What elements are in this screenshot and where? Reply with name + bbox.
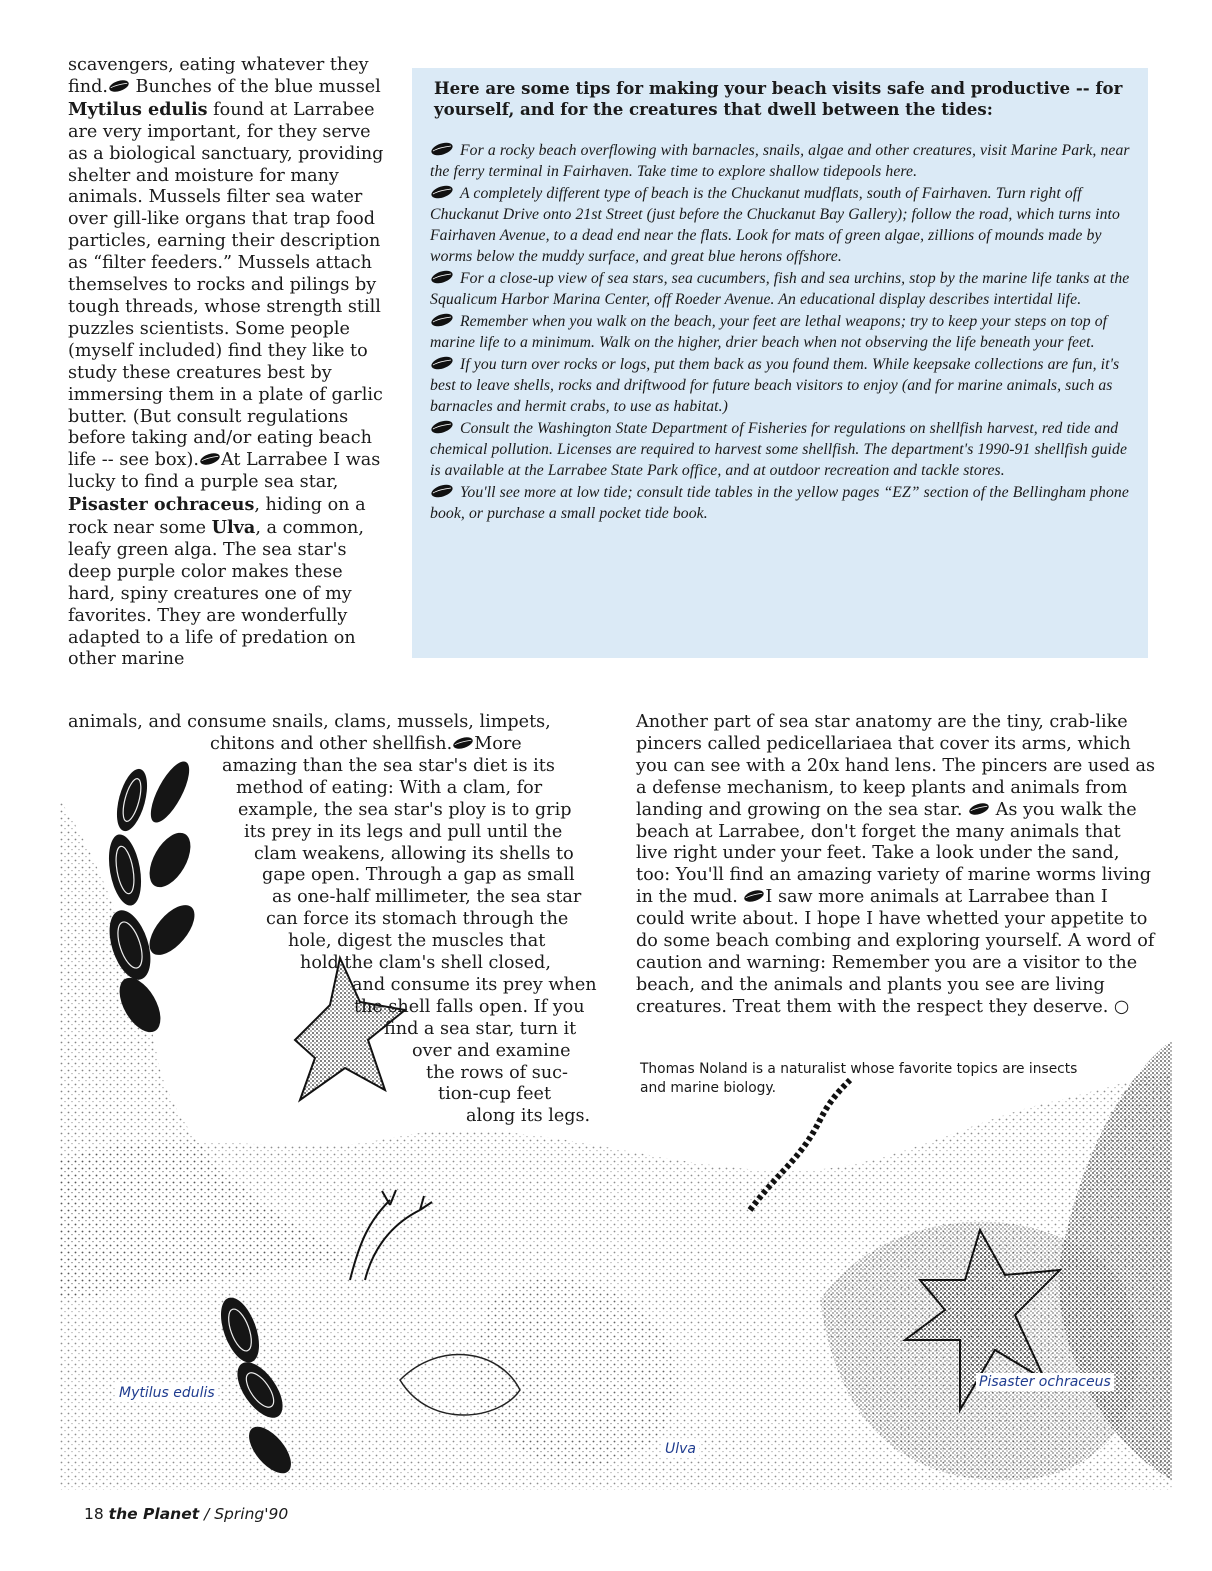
body-text: As you walk the beach at Larrabee, don't forget the many animals that live right under your feet. Take a look under the sand, too: You'll find an amazing variety of marine worms living in the mud. bbox=[636, 799, 1152, 908]
wrapped-line: find a sea star, turn it bbox=[384, 1018, 577, 1039]
tip-item: For a close-up view of sea stars, sea cucumbers, fish and sea urchins, stop by the marine life tanks at the Squalicum Harbor Marina Center, off Roeder Avenue. An educational display describes intertidal life. bbox=[430, 270, 1130, 308]
wrapped-line: hold the clam's shell closed, bbox=[300, 953, 551, 973]
species-name: Pisaster ochraceus bbox=[68, 494, 255, 516]
wrapped-line: along its legs. bbox=[466, 1106, 591, 1127]
caption-ulva: Ulva bbox=[662, 1440, 699, 1458]
species-name: Mytilus edulis bbox=[68, 98, 208, 120]
wrapped-line: hole, digest the muscles that bbox=[288, 931, 546, 952]
wrapped-line: chitons and other shellfish. More bbox=[210, 734, 522, 754]
mussel-separator-icon bbox=[968, 801, 990, 815]
wrapped-line: as one-half millimeter, the sea star bbox=[272, 887, 582, 908]
body-text: found at Larrabee are very important, for they serve as a biological sanctuary, providing shelter and moisture for many animals. Mussels filter sea water over gill-like organs that trap food particles, earning their description as “filter feeders.” Mussels attach themselves to rocks and pilings by tough threads, whose strength still puzzles scientists. Some people (myself included) find they like to study these creatures best by immersing them in a plate of garlic butter. (But consult regulations before taking and/or eating beach life -- see box). bbox=[68, 99, 384, 471]
mussel-icon bbox=[430, 312, 454, 326]
mussel-icon bbox=[430, 269, 454, 283]
mussel-separator-icon bbox=[199, 451, 221, 465]
tip-item: Consult the Washington State Department of Fisheries for regulations on shellfish harvest, red tide and chemical pollution. Licenses are required to harvest some shellfish. The department's 1990-91 shellfish guide is available at the Larrabee State Park office, and at outdoor recreation and tackle stores. bbox=[430, 420, 1128, 479]
wrapped-line: clam weakens, allowing its shells to bbox=[254, 843, 574, 864]
author-bio: Thomas Noland is a naturalist whose favorite topics are insects and marine biology. bbox=[640, 1061, 1078, 1096]
wrapped-line: gape open. Through a gap as small bbox=[262, 865, 575, 886]
body-text: , hiding on a rock near some bbox=[68, 495, 366, 539]
tip-item: For a rocky beach overflowing with barnacles, snails, algae and other creatures, visit Marine Park, near the ferry terminal in Fairhaven. Take time to explore shallow tidepools here. bbox=[430, 142, 1130, 180]
wrapped-line: tion-cup feet bbox=[438, 1084, 552, 1105]
tip-item: A completely different type of beach is the Chuckanut mudflats, south of Fairhaven. Turn right off Chuckanut Drive onto 21st Street (just before the Chuckanut Bay Gallery); follow the road, which turns into Fairhaven Avenue, to a dead end near the flats. Look for mats of green algae, zillions of mounds made by worms below the muddy surface, and great blue herons offshore. bbox=[430, 185, 1120, 265]
body-text: Another part of sea star anatomy are the tiny, crab-like pincers called pedicellariaea that cover its arms, which you can see with a 20x hand lens. The pincers are used as a defense mechanism, to keep plants and animals from landing and growing on the sea star. bbox=[636, 712, 1156, 820]
body-text: scavengers, eating whatever they find. bbox=[68, 55, 369, 97]
caption-pisaster: Pisaster ochraceus bbox=[976, 1373, 1114, 1391]
page-number: 18 bbox=[84, 1505, 104, 1523]
tips-list bbox=[430, 140, 1132, 524]
tip-item: Remember when you walk on the beach, your feet are lethal weapons; try to keep your steps on top of marine life to a minimum. Walk on the higher, drier beach when not observing the life beneath your feet. bbox=[430, 313, 1108, 351]
species-name: Ulva bbox=[211, 517, 256, 539]
wrapped-line: the shell falls open. If you bbox=[354, 996, 585, 1017]
article-column-left bbox=[68, 55, 390, 671]
caption-mytilus: Mytilus edulis bbox=[116, 1384, 218, 1402]
tip-item: You'll see more at low tide; consult tide tables in the yellow pages “EZ” section of the Bellingham phone book, or purchase a small pocket tide book. bbox=[430, 484, 1129, 522]
body-text: At Larrabee I was lucky to find a purple sea star, bbox=[68, 450, 381, 493]
tip-item: If you turn over rocks or logs, put them back as you found them. While keepsake collections are fun, it's best to leave shells, rocks and driftwood for future beach visitors to enjoy (and for marine animals, such as barnacles and hermit crabs, to use as habitat.) bbox=[430, 356, 1120, 415]
mussel-icon bbox=[430, 184, 454, 198]
issue-label: / Spring'90 bbox=[204, 1505, 289, 1523]
wrapped-line: and consume its prey when bbox=[352, 974, 597, 995]
mussel-icon bbox=[430, 483, 454, 497]
mussel-icon bbox=[430, 355, 454, 369]
wrapped-line: over and examine bbox=[412, 1040, 571, 1061]
wrapped-line: amazing than the sea star's diet is its bbox=[222, 755, 555, 776]
tips-box bbox=[412, 68, 1148, 658]
mussel-separator-icon bbox=[108, 78, 130, 92]
wrapped-line: method of eating: With a clam, for bbox=[236, 777, 543, 798]
magazine-name: the Planet bbox=[108, 1505, 200, 1523]
wrapped-line: example, the sea star's ploy is to grip bbox=[238, 799, 572, 820]
tips-intro: Here are some tips for making your beach visits safe and productive -- for yourself, and for the creatures that dwell between the tides: bbox=[434, 78, 1123, 119]
article-column-right bbox=[636, 712, 1156, 1019]
body-text: , a common, leafy green alga. The sea star's deep purple color makes these hard, spiny creatures one of my favorites. They are wonderfully adapted to a life of predation on other marine bbox=[68, 518, 364, 670]
wrapped-line: the rows of suc- bbox=[426, 1062, 568, 1083]
body-text: Bunches of the blue mussel bbox=[129, 76, 381, 97]
mussel-icon bbox=[430, 419, 454, 433]
body-text: I saw more animals at Larrabee than I could write about. I hope I have whetted your appetite to do some beach combing and exploring yourself. A word of caution and warning: Remember you are a visitor to the beach, and the animals and plants you see are living creatures. Treat them with the respect they deserve. ○ bbox=[636, 887, 1155, 1017]
wrapped-line: its prey in its legs and pull until the bbox=[244, 821, 563, 842]
article-wide-line: animals, and consume snails, clams, mussels, limpets, bbox=[68, 712, 551, 732]
mussel-icon bbox=[430, 141, 454, 155]
mussel-separator-icon bbox=[452, 735, 474, 749]
mussel-separator-icon bbox=[743, 888, 765, 902]
wrapped-line: can force its stomach through the bbox=[266, 909, 569, 930]
page-footer bbox=[84, 1505, 288, 1523]
